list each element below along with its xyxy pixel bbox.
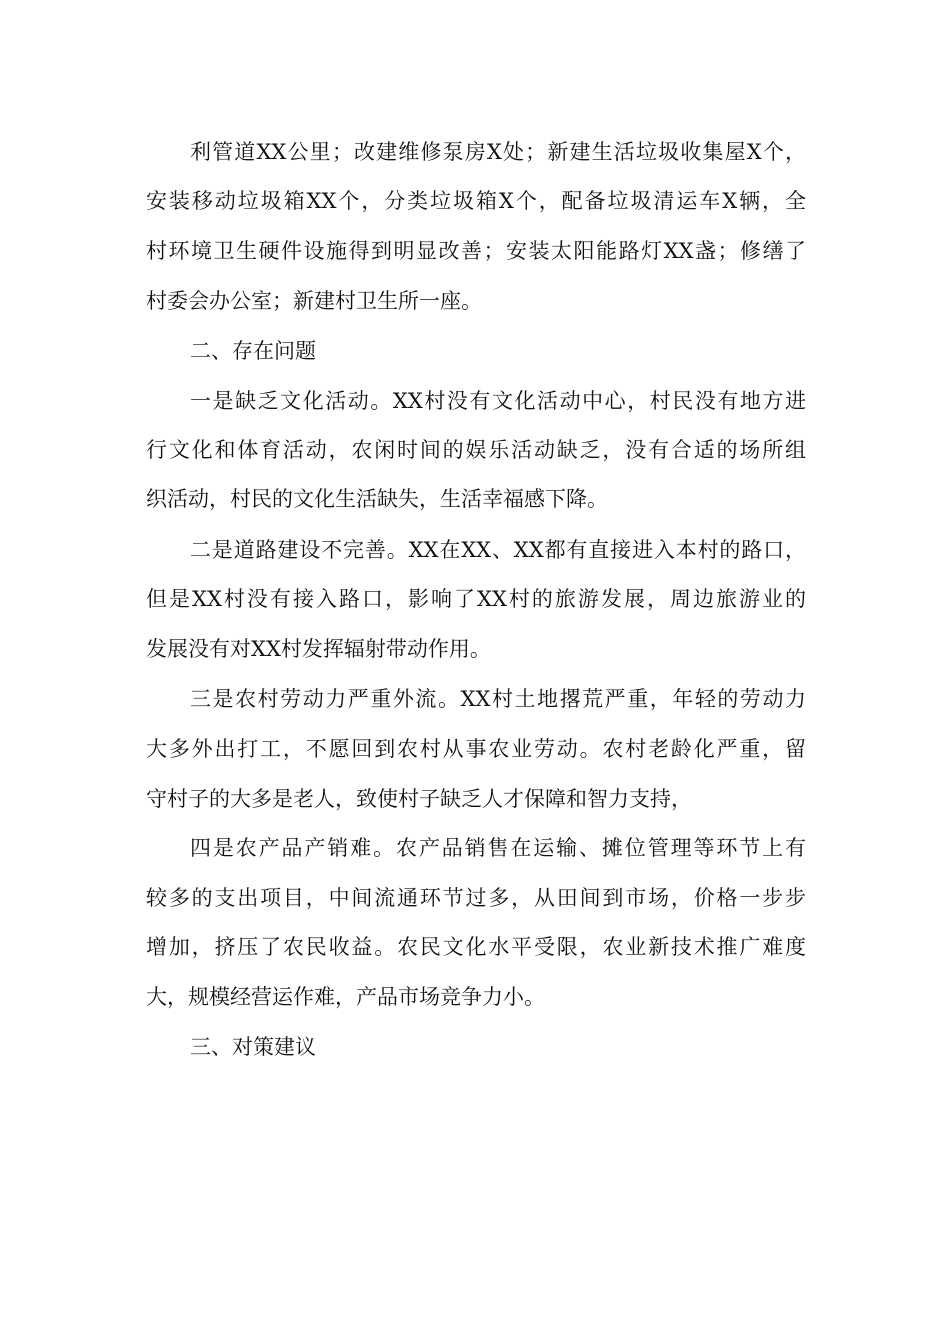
paragraph-2-line-3: 织活动，村民的文化生活缺失，生活幸福感下降。 (146, 487, 608, 511)
paragraph-5-line-4: 大，规模经营运作难，产品市场竞争力小。 (146, 985, 545, 1009)
paragraph-1-line-3: 村环境卫生硬件设施得到明显改善；安装太阳能路灯XX盏；修缮了 (146, 239, 806, 263)
paragraph-4-line-3: 守村子的大多是老人，致使村子缺乏人才保障和智力支持， (146, 787, 692, 811)
paragraph-1-line-2: 安装移动垃圾箱XX个，分类垃圾箱X个，配备垃圾清运车X辆，全 (146, 189, 806, 213)
paragraph-3-line-1: 二是道路建设不完善。XX在XX、XX都有直接进入本村的路口， (190, 538, 806, 562)
paragraph-1-line-4: 村委会办公室；新建村卫生所一座。 (146, 289, 482, 313)
paragraph-5-line-1: 四是农产品产销难。农产品销售在运输、摊位管理等环节上有 (190, 836, 806, 860)
paragraph-3-line-2: 但是XX村没有接入路口，影响了XX村的旅游发展，周边旅游业的 (146, 587, 806, 611)
paragraph-5-line-3: 增加，挤压了农民收益。农民文化水平受限，农业新技术推广难度 (146, 935, 806, 959)
paragraph-1-line-1: 利管道XX公里；改建维修泵房X处；新建生活垃圾收集屋X个， (190, 140, 806, 164)
paragraph-2-line-2: 行文化和体育活动，农闲时间的娱乐活动缺乏，没有合适的场所组 (146, 438, 806, 462)
paragraph-4-line-1: 三是农村劳动力严重外流。XX村土地撂荒严重，年轻的劳动力 (190, 687, 806, 711)
paragraph-4-line-2: 大多外出打工，不愿回到农村从事农业劳动。农村老龄化严重，留 (146, 737, 806, 761)
section-heading-recommendations: 三、对策建议 (190, 1035, 316, 1059)
section-heading-problems: 二、存在问题 (190, 339, 316, 363)
paragraph-2-line-1: 一是缺乏文化活动。XX村没有文化活动中心，村民没有地方进 (190, 389, 806, 413)
paragraph-3-line-3: 发展没有对XX村发挥辐射带动作用。 (146, 637, 491, 661)
paragraph-5-line-2: 较多的支出项目，中间流通环节过多，从田间到市场，价格一步步 (146, 886, 806, 910)
